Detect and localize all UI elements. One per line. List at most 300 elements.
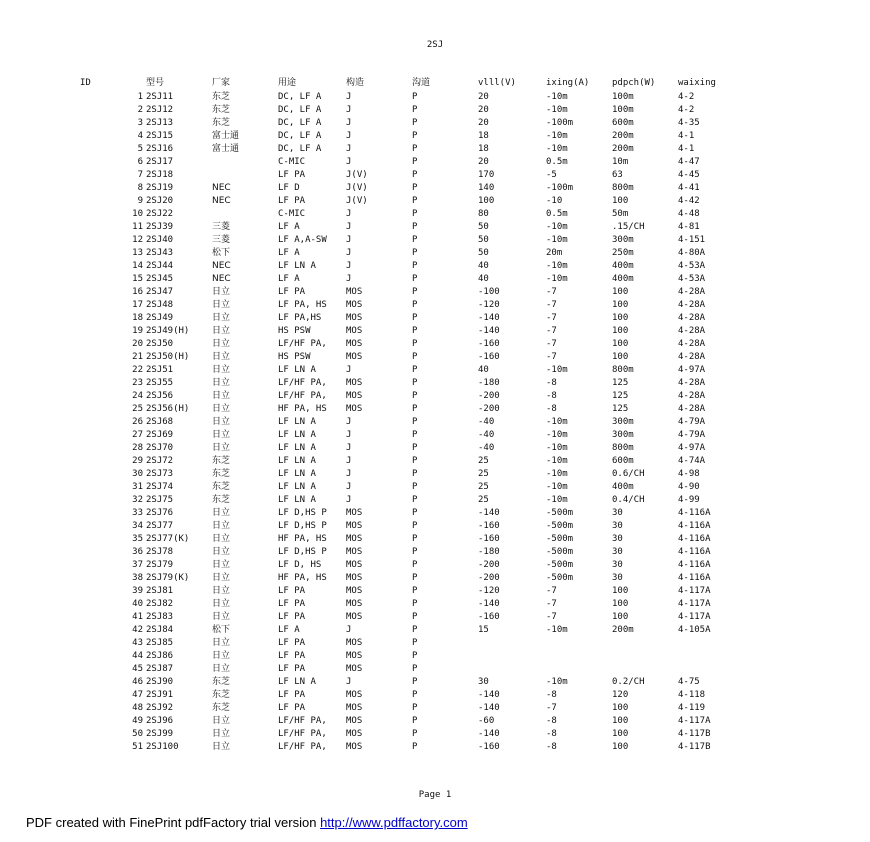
cell-maker: 日立 [212,599,231,609]
cell-waixing: 4-75 [678,677,700,687]
cell-vlll: -140 [478,326,500,336]
cell-usage: LF LN A [278,495,316,505]
table-row [80,130,740,143]
cell-model: 2SJ13 [146,118,174,128]
cell-vlll [478,650,546,663]
cell-model: 2SJ44 [146,261,174,271]
cell-structure: J [346,365,352,375]
header-vlll: vlll(V) [478,78,516,88]
cell-maker: 日立 [212,313,231,323]
cell-model: 2SJ19 [146,183,174,193]
cell-waixing: 4-116A [678,573,711,583]
cell-maker: 日立 [212,326,231,336]
table-row [80,143,740,156]
cell-channel: P [412,729,418,739]
cell-pdpch: 400m [612,261,634,271]
cell-maker [212,169,278,182]
cell-ixing: -10m [546,222,568,232]
cell-usage: LF A [278,222,300,232]
table-row [80,377,740,390]
header-maker: 厂家 [212,78,231,88]
cell-model: 2SJ22 [146,209,174,219]
cell-vlll: -160 [478,612,500,622]
cell-structure: MOS [346,716,363,726]
cell-id: 25 [132,404,143,414]
cell-channel: P [412,300,418,310]
cell-waixing: 4-97A [678,443,706,453]
cell-usage: LF A,A-SW [278,235,327,245]
cell-model: 2SJ91 [146,690,174,700]
cell-maker: 东芝 [212,118,231,128]
cell-waixing: 4-28A [678,391,706,401]
table-row [80,728,740,741]
cell-maker [212,156,278,169]
cell-model: 2SJ48 [146,300,174,310]
cell-maker: 东芝 [212,677,231,687]
cell-model: 2SJ92 [146,703,174,713]
header-id: ID [80,78,91,88]
cell-waixing: 4-28A [678,313,706,323]
cell-channel: P [412,196,418,206]
cell-usage: LF PA [278,612,306,622]
table-row [80,221,740,234]
cell-vlll: 25 [478,482,489,492]
cell-id: 51 [132,742,143,752]
cell-model: 2SJ56(H) [146,404,190,414]
table-row [80,403,740,416]
cell-channel: P [412,235,418,245]
cell-vlll: -160 [478,521,500,531]
cell-model: 2SJ56 [146,391,174,401]
cell-vlll [478,637,546,650]
cell-maker: 松下 [212,248,231,258]
cell-structure: MOS [346,287,363,297]
cell-vlll: -140 [478,703,500,713]
cell-model: 2SJ79 [146,560,174,570]
cell-model: 2SJ75 [146,495,174,505]
table-row [80,429,740,442]
cell-ixing: 0.5m [546,209,568,219]
cell-usage: LF LN A [278,456,316,466]
cell-id: 36 [132,547,143,557]
cell-pdpch: 100 [612,716,629,726]
cell-id: 2 [137,105,143,115]
cell-ixing: -10m [546,495,568,505]
cell-structure: J [346,677,352,687]
table-row [80,195,740,208]
cell-model: 2SJ84 [146,625,174,635]
cell-usage: LF LN A [278,482,316,492]
cell-structure: J [346,482,352,492]
cell-structure: J [346,92,352,102]
cell-vlll: 18 [478,131,489,141]
cell-usage: LF PA [278,703,306,713]
cell-ixing: -500m [546,521,574,531]
cell-model: 2SJ47 [146,287,174,297]
cell-structure: MOS [346,703,363,713]
cell-model: 2SJ17 [146,157,174,167]
cell-vlll: 25 [478,456,489,466]
cell-pdpch: 800m [612,443,634,453]
cell-usage: LF LN A [278,365,316,375]
cell-channel: P [412,326,418,336]
cell-pdpch: 100 [612,326,629,336]
cell-vlll: -140 [478,599,500,609]
cell-vlll: -40 [478,443,495,453]
cell-usage: LF A [278,274,300,284]
cell-maker: 日立 [212,612,231,622]
header-waixing: waixing [678,78,716,88]
cell-structure: MOS [346,313,363,323]
cell-id: 29 [132,456,143,466]
cell-model: 2SJ70 [146,443,174,453]
cell-pdpch: 30 [612,521,623,531]
cell-channel: P [412,404,418,414]
cell-model: 2SJ100 [146,742,179,752]
cell-structure: J [346,118,352,128]
cell-waixing: 4-53A [678,261,706,271]
cell-channel: P [412,391,418,401]
header-model: 型号 [146,78,165,88]
table-row [80,611,740,624]
table-row [80,572,740,585]
cell-maker: 三菱 [212,222,231,232]
cell-structure: J(V) [346,183,368,193]
cell-model: 2SJ81 [146,586,174,596]
cell-maker: 东芝 [212,703,231,713]
cell-vlll: 50 [478,235,489,245]
cell-vlll: -200 [478,404,500,414]
cell-id: 33 [132,508,143,518]
table-row [80,494,740,507]
cell-ixing: -8 [546,742,557,752]
cell-channel: P [412,248,418,258]
cell-waixing: 4-116A [678,560,711,570]
cell-model: 2SJ11 [146,92,174,102]
cell-pdpch: 100 [612,742,629,752]
table-row [80,741,740,754]
header-ixing: ixing(A) [546,78,590,88]
cell-channel: P [412,482,418,492]
cell-id: 6 [137,157,143,167]
cell-channel: P [412,209,418,219]
cell-structure: J [346,625,352,635]
cell-id: 43 [132,638,143,648]
cell-channel: P [412,170,418,180]
cell-pdpch: 0.4/CH [612,495,645,505]
cell-pdpch: 100 [612,352,629,362]
cell-pdpch: 400m [612,482,634,492]
cell-usage: LF/HF PA, [278,378,327,388]
cell-structure: MOS [346,651,363,661]
cell-channel: P [412,417,418,427]
cell-waixing: 4-99 [678,495,700,505]
cell-pdpch: 300m [612,417,634,427]
cell-maker: 松下 [212,625,231,635]
table-row [80,338,740,351]
cell-ixing: -100m [546,183,574,193]
table-row [80,442,740,455]
cell-ixing: -8 [546,391,557,401]
cell-ixing: -500m [546,508,574,518]
cell-maker: 日立 [212,339,231,349]
cell-waixing: 4-116A [678,534,711,544]
cell-structure: J(V) [346,196,368,206]
cell-id: 7 [137,170,143,180]
cell-waixing: 4-74A [678,456,706,466]
cell-waixing: 4-1 [678,131,695,141]
cell-channel: P [412,586,418,596]
cell-vlll: 25 [478,495,489,505]
cell-waixing: 4-79A [678,417,706,427]
cell-model: 2SJ15 [146,131,174,141]
cell-usage: LF/HF PA, [278,729,327,739]
table-row [80,299,740,312]
table-row [80,637,740,650]
cell-ixing: -10m [546,105,568,115]
cell-model: 2SJ51 [146,365,174,375]
table-row [80,650,740,663]
cell-id: 37 [132,560,143,570]
cell-waixing: 4-28A [678,326,706,336]
cell-vlll: 50 [478,222,489,232]
cell-waixing: 4-117A [678,716,711,726]
cell-model: 2SJ39 [146,222,174,232]
cell-pdpch: 100m [612,92,634,102]
cell-channel: P [412,638,418,648]
cell-waixing: 4-117B [678,729,711,739]
cell-ixing: -10m [546,261,568,271]
cell-channel: P [412,573,418,583]
cell-vlll: 40 [478,365,489,375]
cell-id: 44 [132,651,143,661]
cell-waixing: 4-2 [678,105,695,115]
table-row [80,312,740,325]
cell-vlll: 18 [478,144,489,154]
cell-usage: LF A [278,248,300,258]
cell-channel: P [412,742,418,752]
cell-id: 40 [132,599,143,609]
cell-maker: 日立 [212,287,231,297]
table-row [80,351,740,364]
cell-vlll: -60 [478,716,495,726]
cell-vlll: -120 [478,586,500,596]
cell-ixing: -7 [546,339,557,349]
cell-usage: LF LN A [278,469,316,479]
cell-maker: 日立 [212,391,231,401]
cell-pdpch: 100 [612,729,629,739]
cell-maker: 日立 [212,508,231,518]
cell-waixing: 4-80A [678,248,706,258]
cell-model: 2SJ50(H) [146,352,190,362]
cell-maker: 日立 [212,404,231,414]
cell-vlll: 40 [478,274,489,284]
cell-maker: 日立 [212,716,231,726]
cell-id: 38 [132,573,143,583]
cell-ixing: -10m [546,274,568,284]
cell-pdpch: 125 [612,391,629,401]
cell-channel: P [412,625,418,635]
table-row [80,325,740,338]
cell-ixing: -7 [546,599,557,609]
cell-waixing: 4-28A [678,287,706,297]
cell-model: 2SJ43 [146,248,174,258]
cell-waixing: 4-118 [678,690,706,700]
cell-model: 2SJ85 [146,638,174,648]
cell-pdpch: 200m [612,625,634,635]
cell-model: 2SJ72 [146,456,174,466]
cell-maker: NEC [212,196,231,206]
cell-structure: MOS [346,560,363,570]
cell-usage: C-MIC [278,209,306,219]
cell-model: 2SJ77(K) [146,534,190,544]
cell-channel: P [412,313,418,323]
table-row [80,91,740,104]
cell-ixing: -7 [546,586,557,596]
table-row [80,169,740,182]
cell-ixing: -10m [546,625,568,635]
cell-pdpch: 50m [612,209,629,219]
cell-vlll: 50 [478,248,489,258]
cell-model: 2SJ79(K) [146,573,190,583]
cell-waixing: 4-28A [678,352,706,362]
cell-usage: LF/HF PA, [278,391,327,401]
cell-id: 47 [132,690,143,700]
cell-pdpch: 400m [612,274,634,284]
cell-channel: P [412,612,418,622]
cell-channel: P [412,118,418,128]
cell-vlll: 20 [478,157,489,167]
cell-usage: C-MIC [278,157,306,167]
cell-usage: DC, LF A [278,144,322,154]
cell-usage: LF PA,HS [278,313,322,323]
cell-waixing: 4-116A [678,521,711,531]
cell-channel: P [412,664,418,674]
cell-pdpch: 30 [612,547,623,557]
cell-maker: 日立 [212,534,231,544]
cell-pdpch: 100 [612,287,629,297]
cell-id: 4 [137,131,143,141]
cell-id: 42 [132,625,143,635]
cell-maker: 日立 [212,729,231,739]
cell-waixing: 4-28A [678,339,706,349]
table-row [80,247,740,260]
table-row [80,104,740,117]
cell-waixing: 4-45 [678,170,700,180]
cell-maker: 东芝 [212,482,231,492]
cell-waixing: 4-81 [678,222,700,232]
cell-waixing: 4-90 [678,482,700,492]
cell-pdpch: 125 [612,378,629,388]
cell-ixing: -10m [546,443,568,453]
cell-pdpch: 100m [612,105,634,115]
transistor-table [80,76,740,754]
cell-usage: LF PA [278,690,306,700]
cell-structure: MOS [346,300,363,310]
cell-channel: P [412,651,418,661]
cell-waixing: 4-116A [678,547,711,557]
cell-channel: P [412,157,418,167]
cell-id: 19 [132,326,143,336]
cell-ixing: -8 [546,378,557,388]
cell-pdpch: 100 [612,300,629,310]
cell-ixing: 0.5m [546,157,568,167]
cell-structure: MOS [346,573,363,583]
pdffactory-link[interactable]: http://www.pdffactory.com [320,815,468,830]
cell-channel: P [412,690,418,700]
cell-channel: P [412,599,418,609]
cell-waixing: 4-35 [678,118,700,128]
cell-usage: HF PA, HS [278,534,327,544]
table-row [80,286,740,299]
cell-structure: J [346,443,352,453]
cell-waixing: 4-1 [678,144,695,154]
cell-id: 12 [132,235,143,245]
cell-maker: 日立 [212,547,231,557]
cell-pdpch: 300m [612,235,634,245]
cell-pdpch: .15/CH [612,222,645,232]
cell-usage: LF/HF PA, [278,716,327,726]
cell-usage: LF PA [278,638,306,648]
cell-maker: 三菱 [212,235,231,245]
cell-vlll: -40 [478,430,495,440]
cell-usage: LF LN A [278,261,316,271]
table-row [80,663,740,676]
cell-vlll: 100 [478,196,495,206]
cell-id: 3 [137,118,143,128]
cell-waixing: 4-117A [678,586,711,596]
cell-id: 14 [132,261,143,271]
cell-maker: 日立 [212,651,231,661]
cell-pdpch: 100 [612,196,629,206]
cell-id: 9 [137,196,143,206]
cell-vlll: 40 [478,261,489,271]
page-title: 2SJ [426,40,444,50]
cell-waixing: 4-117A [678,612,711,622]
cell-model: 2SJ18 [146,170,174,180]
cell-maker [212,208,278,221]
cell-usage: LF D, HS [278,560,322,570]
cell-model: 2SJ73 [146,469,174,479]
cell-vlll: 20 [478,92,489,102]
cell-maker: 日立 [212,664,231,674]
cell-id: 24 [132,391,143,401]
cell-channel: P [412,287,418,297]
cell-ixing: -10m [546,235,568,245]
cell-ixing: -10m [546,430,568,440]
cell-waixing: 4-2 [678,92,695,102]
cell-waixing: 4-116A [678,508,711,518]
cell-usage: LF PA [278,651,306,661]
cell-pdpch [612,637,678,650]
cell-usage: LF PA [278,586,306,596]
pdf-banner [26,815,468,830]
cell-pdpch: 100 [612,703,629,713]
cell-model: 2SJ96 [146,716,174,726]
cell-model: 2SJ16 [146,144,174,154]
cell-channel: P [412,131,418,141]
cell-pdpch: 30 [612,560,623,570]
cell-ixing [546,650,612,663]
cell-vlll: -160 [478,534,500,544]
cell-maker: 日立 [212,378,231,388]
cell-channel: P [412,352,418,362]
cell-structure: J(V) [346,170,368,180]
cell-usage: LF D,HS P [278,508,327,518]
cell-maker: 东芝 [212,105,231,115]
cell-maker: 日立 [212,560,231,570]
cell-pdpch: 100 [612,586,629,596]
